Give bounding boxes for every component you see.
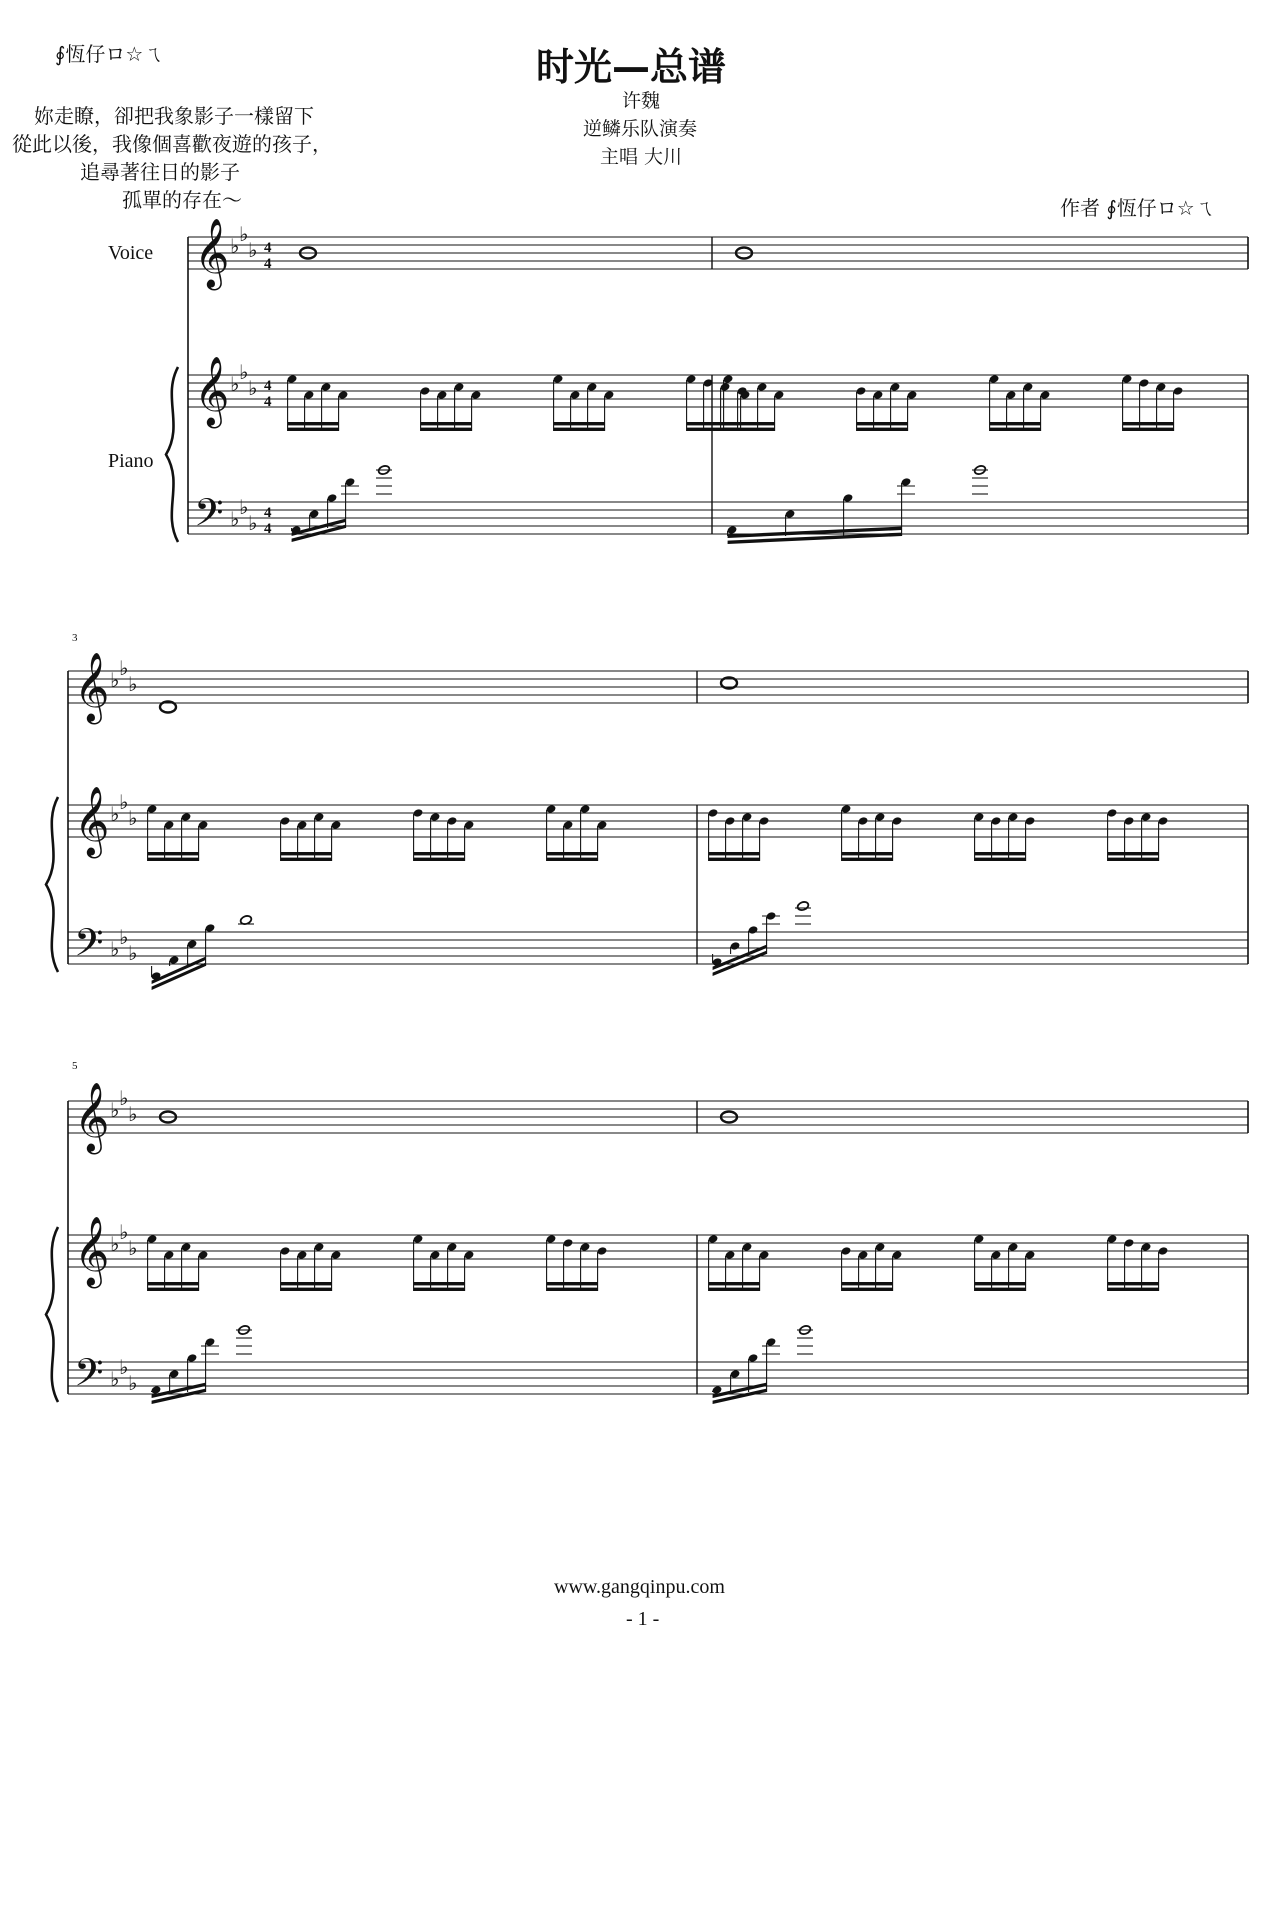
voice-label: Voice bbox=[108, 242, 154, 264]
note-head bbox=[297, 1250, 308, 1260]
note-head bbox=[345, 477, 356, 487]
note-head bbox=[723, 374, 734, 384]
note-head bbox=[181, 1242, 192, 1252]
note-head bbox=[841, 1246, 852, 1256]
note-head bbox=[727, 525, 738, 535]
beam bbox=[1108, 1282, 1159, 1285]
note-head bbox=[1141, 812, 1152, 822]
beam bbox=[842, 852, 893, 855]
note-head bbox=[1008, 1242, 1019, 1252]
note-head bbox=[1156, 382, 1167, 392]
piano-brace bbox=[166, 367, 178, 542]
note-head bbox=[725, 816, 736, 826]
lyric-line-1: 妳走瞭，卻把我象影子一樣留下 bbox=[34, 104, 314, 128]
note-head bbox=[546, 804, 557, 814]
note-head bbox=[563, 820, 574, 830]
note-head bbox=[321, 382, 332, 392]
note-head bbox=[280, 1246, 291, 1256]
beam bbox=[724, 422, 775, 425]
note-head bbox=[187, 1353, 198, 1363]
treble-clef: 𝄞 bbox=[74, 786, 110, 856]
note-head bbox=[1023, 382, 1034, 392]
time-signature-numerator: 4 bbox=[264, 240, 272, 256]
page-number: - 1 - bbox=[626, 1608, 660, 1630]
note-head bbox=[280, 816, 291, 826]
note-head bbox=[766, 1337, 777, 1347]
note-head bbox=[1025, 816, 1036, 826]
note-head bbox=[309, 509, 320, 519]
note-head bbox=[597, 1246, 608, 1256]
note-head bbox=[205, 923, 216, 933]
note-head bbox=[901, 477, 912, 487]
note-head bbox=[420, 386, 431, 396]
flat-sign: ♭ bbox=[128, 1102, 138, 1126]
flat-sign: ♭ bbox=[110, 802, 120, 826]
note-head bbox=[730, 1369, 741, 1379]
subtitle-composer: 许魏 bbox=[622, 90, 661, 112]
flat-sign: ♭ bbox=[239, 222, 249, 246]
lyric-line-2: 從此以後，我像個喜歡夜遊的孩子， bbox=[12, 132, 332, 156]
note-head bbox=[890, 382, 901, 392]
beam bbox=[709, 1288, 760, 1291]
beam bbox=[547, 1282, 598, 1285]
flat-sign: ♭ bbox=[119, 790, 129, 814]
beam bbox=[421, 422, 472, 425]
beam bbox=[975, 858, 1026, 861]
note-head bbox=[748, 1353, 759, 1363]
beam bbox=[554, 428, 605, 431]
flat-sign: ♭ bbox=[119, 656, 129, 680]
note-head bbox=[198, 1250, 209, 1260]
beam bbox=[709, 1282, 760, 1285]
beam bbox=[554, 422, 605, 425]
flat-sign: ♭ bbox=[128, 672, 138, 696]
note-head bbox=[1008, 812, 1019, 822]
note-head bbox=[757, 382, 768, 392]
flat-sign: ♭ bbox=[128, 1236, 138, 1260]
note-head bbox=[1124, 816, 1135, 826]
flat-sign: ♭ bbox=[128, 1371, 138, 1395]
beam bbox=[1123, 422, 1174, 425]
note-head bbox=[471, 390, 482, 400]
flat-sign: ♭ bbox=[119, 925, 129, 949]
note-head bbox=[187, 939, 198, 949]
note-head bbox=[1158, 1246, 1169, 1256]
note-head bbox=[841, 804, 852, 814]
beam bbox=[148, 1282, 199, 1285]
note-head bbox=[181, 812, 192, 822]
beam bbox=[288, 428, 339, 431]
note-head bbox=[563, 1238, 574, 1248]
lyric-line-3: 追尋著往日的影子 bbox=[80, 160, 240, 184]
note-head bbox=[464, 1250, 475, 1260]
beam bbox=[975, 1288, 1026, 1291]
note-head bbox=[730, 941, 741, 951]
note-head bbox=[297, 820, 308, 830]
beam bbox=[152, 957, 206, 984]
flat-sign: ♭ bbox=[128, 941, 138, 965]
note-head bbox=[164, 820, 175, 830]
beam bbox=[414, 852, 465, 855]
beam bbox=[842, 1288, 893, 1291]
bass-clef: 𝄢 bbox=[74, 920, 104, 974]
note-head bbox=[748, 925, 759, 935]
note-head bbox=[331, 820, 342, 830]
treble-clef: 𝄞 bbox=[74, 1082, 110, 1152]
beam bbox=[414, 858, 465, 861]
note-head bbox=[413, 808, 424, 818]
time-signature-denominator: 4 bbox=[264, 394, 272, 410]
treble-clef: 𝄞 bbox=[194, 218, 230, 288]
top-left-tag: ∮恆仔ロ☆ㄟ bbox=[55, 42, 164, 66]
note-head bbox=[774, 390, 785, 400]
note-head bbox=[974, 1234, 985, 1244]
note-head bbox=[1122, 374, 1133, 384]
note-head bbox=[742, 812, 753, 822]
note-head bbox=[597, 820, 608, 830]
flat-sign: ♭ bbox=[110, 937, 120, 961]
note-head bbox=[875, 812, 886, 822]
subtitle-singer: 主唱 大川 bbox=[600, 146, 683, 168]
note-head bbox=[580, 1242, 591, 1252]
note-head bbox=[338, 390, 349, 400]
note-head bbox=[164, 1250, 175, 1260]
note-head bbox=[686, 374, 697, 384]
piano-brace bbox=[46, 797, 58, 972]
treble-clef: 𝄞 bbox=[194, 356, 230, 426]
note-head bbox=[856, 386, 867, 396]
beam bbox=[547, 858, 598, 861]
piano-label: Piano bbox=[108, 450, 154, 472]
note-head bbox=[1107, 1234, 1118, 1244]
beam bbox=[281, 1288, 332, 1291]
beam bbox=[148, 852, 199, 855]
time-signature-numerator: 4 bbox=[264, 505, 272, 521]
note-head bbox=[1141, 1242, 1152, 1252]
note-head bbox=[1025, 1250, 1036, 1260]
note-head bbox=[843, 493, 854, 503]
note-head bbox=[147, 804, 158, 814]
subtitle-performer: 逆鳞乐队演奏 bbox=[583, 118, 698, 140]
note-head bbox=[553, 374, 564, 384]
note-head bbox=[587, 382, 598, 392]
note-head bbox=[989, 374, 1000, 384]
beam bbox=[990, 422, 1041, 425]
flat-sign: ♭ bbox=[230, 372, 240, 396]
beam bbox=[547, 852, 598, 855]
beam bbox=[148, 1288, 199, 1291]
beam bbox=[281, 858, 332, 861]
note-head bbox=[437, 390, 448, 400]
note-head bbox=[331, 1250, 342, 1260]
beam bbox=[724, 428, 775, 431]
note-head bbox=[430, 1250, 441, 1260]
note-head bbox=[604, 390, 615, 400]
piano-brace bbox=[46, 1227, 58, 1402]
beam bbox=[421, 428, 472, 431]
page-title: 时光—总谱 bbox=[536, 45, 727, 89]
note-head bbox=[147, 1234, 158, 1244]
note-head bbox=[570, 390, 581, 400]
beam bbox=[281, 1282, 332, 1285]
note-head bbox=[1158, 816, 1169, 826]
beam bbox=[990, 428, 1041, 431]
beam bbox=[547, 1288, 598, 1291]
flat-sign: ♭ bbox=[248, 238, 258, 262]
note-head bbox=[875, 1242, 886, 1252]
note-head bbox=[205, 1337, 216, 1347]
note-head bbox=[1040, 390, 1051, 400]
note-head bbox=[314, 1242, 325, 1252]
note-head bbox=[198, 820, 209, 830]
beam bbox=[1108, 1288, 1159, 1291]
beam bbox=[414, 1282, 465, 1285]
note-head bbox=[447, 1242, 458, 1252]
flat-sign: ♭ bbox=[110, 1098, 120, 1122]
note-head bbox=[327, 493, 338, 503]
note-head bbox=[858, 1250, 869, 1260]
beam bbox=[1123, 428, 1174, 431]
beam bbox=[857, 422, 908, 425]
beam bbox=[857, 428, 908, 431]
beam bbox=[709, 852, 760, 855]
flat-sign: ♭ bbox=[110, 1232, 120, 1256]
note-head bbox=[454, 382, 465, 392]
beam bbox=[281, 852, 332, 855]
note-head bbox=[447, 816, 458, 826]
note-head bbox=[430, 812, 441, 822]
note-head bbox=[580, 804, 591, 814]
note-head bbox=[1107, 808, 1118, 818]
beam bbox=[842, 858, 893, 861]
flat-sign: ♭ bbox=[119, 1220, 129, 1244]
note-head bbox=[892, 1250, 903, 1260]
flat-sign: ♭ bbox=[110, 668, 120, 692]
flat-sign: ♭ bbox=[128, 806, 138, 830]
note-head bbox=[720, 382, 731, 392]
beam bbox=[975, 852, 1026, 855]
note-head bbox=[991, 1250, 1002, 1260]
treble-clef: 𝄞 bbox=[74, 652, 110, 722]
flat-sign: ♭ bbox=[119, 1086, 129, 1110]
flat-sign: ♭ bbox=[248, 376, 258, 400]
note-head bbox=[759, 1250, 770, 1260]
note-head bbox=[991, 816, 1002, 826]
note-head bbox=[873, 390, 884, 400]
beam bbox=[709, 858, 760, 861]
half-note bbox=[797, 901, 810, 912]
flat-sign: ♭ bbox=[239, 495, 249, 519]
note-head bbox=[304, 390, 315, 400]
beam bbox=[975, 1282, 1026, 1285]
author-credit: 作者 ∮恆仔ロ☆ㄟ bbox=[1060, 196, 1215, 220]
note-head bbox=[1006, 390, 1017, 400]
note-head bbox=[1124, 1238, 1135, 1248]
time-signature-numerator: 4 bbox=[264, 378, 272, 394]
measure-number-5: 5 bbox=[72, 1060, 78, 1072]
note-head bbox=[858, 816, 869, 826]
flat-sign: ♭ bbox=[230, 234, 240, 258]
note-head bbox=[785, 509, 796, 519]
beam bbox=[842, 1282, 893, 1285]
note-head bbox=[1173, 386, 1184, 396]
treble-clef: 𝄞 bbox=[74, 1216, 110, 1286]
note-head bbox=[708, 1234, 719, 1244]
note-head bbox=[413, 1234, 424, 1244]
beam bbox=[288, 422, 339, 425]
note-head bbox=[892, 816, 903, 826]
flat-sign: ♭ bbox=[239, 360, 249, 384]
beam bbox=[148, 858, 199, 861]
note-head bbox=[314, 812, 325, 822]
note-head bbox=[974, 812, 985, 822]
note-head bbox=[169, 955, 180, 965]
note-head bbox=[464, 820, 475, 830]
beam bbox=[414, 1288, 465, 1291]
note-head bbox=[1139, 378, 1150, 388]
note-head bbox=[546, 1234, 557, 1244]
beam bbox=[1108, 858, 1159, 861]
footer-url: www.gangqinpu.com bbox=[554, 1576, 725, 1598]
bass-clef: 𝄢 bbox=[194, 490, 224, 544]
note-head bbox=[169, 1369, 180, 1379]
bass-clef: 𝄢 bbox=[74, 1350, 104, 1404]
measure-number-3: 3 bbox=[72, 632, 78, 644]
time-signature-denominator: 4 bbox=[264, 521, 272, 537]
time-signature-denominator: 4 bbox=[264, 256, 272, 272]
flat-sign: ♭ bbox=[119, 1355, 129, 1379]
flat-sign: ♭ bbox=[110, 1367, 120, 1391]
note-head bbox=[287, 374, 298, 384]
beam bbox=[1108, 852, 1159, 855]
note-head bbox=[907, 390, 918, 400]
flat-sign: ♭ bbox=[248, 511, 258, 535]
lyric-line-4: 孤單的存在～ bbox=[122, 188, 242, 212]
flat-sign: ♭ bbox=[230, 507, 240, 531]
note-head bbox=[708, 808, 719, 818]
note-head bbox=[759, 816, 770, 826]
note-head bbox=[742, 1242, 753, 1252]
note-head bbox=[725, 1250, 736, 1260]
